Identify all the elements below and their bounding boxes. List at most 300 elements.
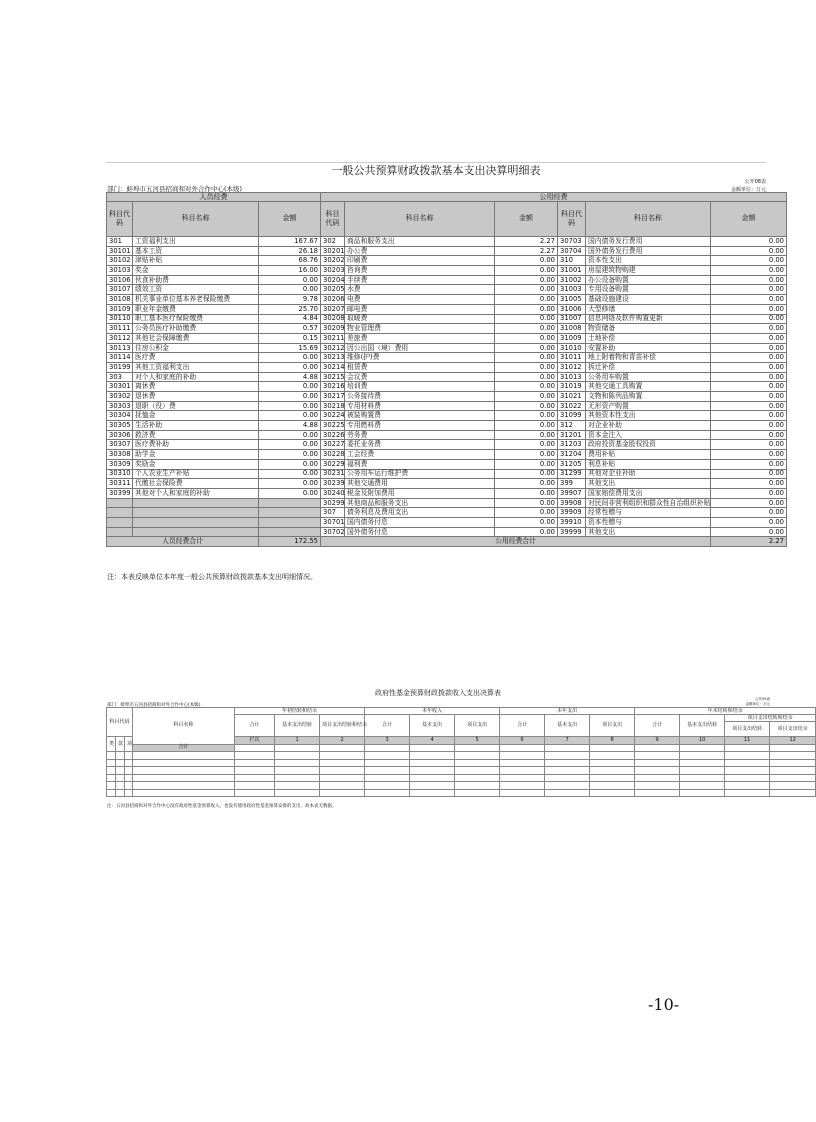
empty-cell: [320, 789, 365, 797]
cell-code: 31002: [558, 275, 586, 285]
cell-code: 30308: [107, 450, 133, 460]
cell-code: 31201: [558, 430, 586, 440]
empty-cell: [545, 782, 590, 790]
h-expense: 本年支出: [500, 708, 635, 715]
empty-cell: [500, 759, 545, 767]
cell-amount: 0.00: [495, 517, 558, 527]
cell-name: 公务接待费: [345, 392, 495, 402]
cell-amount: 0.00: [711, 343, 787, 353]
table-row: [107, 362, 787, 372]
group-personnel: 人员经费: [107, 193, 321, 202]
cell-code: 30112: [107, 333, 133, 343]
cell-name: 对企业补助: [586, 421, 711, 431]
cell-amount: 0.00: [259, 392, 321, 402]
table-row: [107, 246, 787, 256]
table-row: [107, 469, 787, 479]
cell-amount: 0.00: [495, 459, 558, 469]
cell-code: 30103: [107, 266, 133, 276]
table-row: [107, 353, 787, 363]
empty-cell: [545, 789, 590, 797]
cell-amount: 0.00: [259, 450, 321, 460]
cell-amount: 0.00: [711, 295, 787, 305]
cell-amount: 0.00: [495, 372, 558, 382]
cell-code: 301: [107, 237, 133, 247]
empty-cell: [125, 759, 133, 767]
empty-cell: [116, 774, 125, 782]
cell-name: 其他支出: [586, 527, 711, 537]
cell-name: 其他商品和服务支出: [345, 498, 495, 508]
h-end-basic: 基本支出结转: [680, 715, 725, 737]
empty-cell: [680, 774, 725, 782]
cell-code: 30202: [321, 256, 345, 266]
empty-cell: [635, 774, 680, 782]
cell-amount: 0.00: [495, 401, 558, 411]
row-seq: 栏次: [235, 737, 275, 745]
empty-cell: [500, 767, 545, 775]
cell-code: 30114: [107, 353, 133, 363]
cell-name: [133, 517, 259, 527]
empty-cell: [107, 782, 116, 790]
empty-cell: [590, 774, 635, 782]
cell-name: 伙食补助费: [133, 275, 259, 285]
cell-code: 31010: [558, 343, 586, 353]
cell-name: 救济费: [133, 430, 259, 440]
cell-code: 31003: [558, 285, 586, 295]
cell-name: 文物和陈列品购置: [586, 392, 711, 402]
total-personnel-label: 人员经费合计: [107, 537, 259, 547]
empty-cell: [275, 789, 320, 797]
empty-cell: [545, 774, 590, 782]
cell-name: 绩效工资: [133, 285, 259, 295]
empty-cell: [116, 752, 125, 760]
h-exp-project: 项目支出: [590, 715, 635, 737]
cell-amount: 0.00: [259, 469, 321, 479]
cell-code: 30206: [321, 295, 345, 305]
cell-name: 退职（役）费: [133, 401, 259, 411]
empty-cell: [590, 767, 635, 775]
header-amount: 金额: [711, 202, 787, 237]
cell-code: [107, 508, 133, 518]
empty-cell: [235, 759, 275, 767]
cell-name: 对个人和家庭的补助: [133, 372, 259, 382]
empty-cell: [133, 759, 235, 767]
h-income: 本年收入: [365, 708, 500, 715]
h-inc-total: 合计: [365, 715, 410, 737]
cell-code: 30299: [321, 498, 345, 508]
table-row: [107, 256, 787, 266]
col-xiang: 项: [125, 737, 133, 752]
cell-name: 资本性支出: [586, 256, 711, 266]
col-lei: 类: [107, 737, 116, 752]
cell-name: 专用设备购置: [586, 285, 711, 295]
cell-name: [133, 498, 259, 508]
h-end-project-carry: 项目支出结转: [725, 722, 770, 737]
cell-code: 31203: [558, 440, 586, 450]
cell-code: 30110: [107, 314, 133, 324]
cell-name: 其他资本性支出: [586, 411, 711, 421]
cell-name: 办公设备购置: [586, 275, 711, 285]
cell-name: [133, 508, 259, 518]
cell-amount: 0.00: [495, 488, 558, 498]
table-row: [107, 333, 787, 343]
cell-name: 取暖费: [345, 314, 495, 324]
empty-cell: [320, 752, 365, 760]
h-end-project-group: 项目支出结转和结余: [725, 715, 816, 722]
col-number: 1: [275, 737, 320, 745]
cell-name: 医疗费: [133, 353, 259, 363]
cell-code: 31299: [558, 469, 586, 479]
cell-amount: 0.00: [495, 266, 558, 276]
empty-cell: [133, 774, 235, 782]
empty-cell: [133, 789, 235, 797]
cell-name: 委托业务费: [345, 440, 495, 450]
table1-form-number: 公开08表: [744, 179, 766, 185]
empty-cell: [275, 767, 320, 775]
header-code: 科目代码: [558, 202, 586, 237]
cell-code: 31204: [558, 450, 586, 460]
cell-name: 被装购置费: [345, 411, 495, 421]
cell-amount: 0.00: [711, 498, 787, 508]
cell-amount: 4.88: [259, 421, 321, 431]
empty-cell: [725, 774, 770, 782]
cell-amount: 4.88: [259, 372, 321, 382]
empty-cell: [320, 744, 365, 752]
empty-cell: [107, 774, 116, 782]
cell-code: 30108: [107, 295, 133, 305]
cell-code: 30307: [107, 440, 133, 450]
cell-name: 抚恤金: [133, 411, 259, 421]
h-end-total: 合计: [635, 715, 680, 737]
cell-amount: 0.00: [495, 256, 558, 266]
cell-name: 债务利息及费用支出: [345, 508, 495, 518]
table2-title: 政府性基金预算财政拨款收入支出决算表: [375, 689, 501, 697]
empty-cell: [365, 759, 410, 767]
cell-code: 30399: [107, 488, 133, 498]
cell-code: 30213: [321, 353, 345, 363]
cell-code: 30216: [321, 382, 345, 392]
cell-code: 31005: [558, 295, 586, 305]
empty-cell: [410, 767, 455, 775]
h-exp-basic: 基本支出: [545, 715, 590, 737]
cell-amount: 0.00: [259, 285, 321, 295]
header-name: 科目名称: [133, 202, 259, 237]
cell-code: 307: [321, 508, 345, 518]
empty-cell: [235, 789, 275, 797]
empty-cell: [365, 767, 410, 775]
page-number: -10-: [648, 995, 680, 1014]
cell-amount: 0.00: [711, 362, 787, 372]
col-code: 科目代码: [107, 708, 133, 737]
empty-cell: [320, 759, 365, 767]
cell-name: 维修(护)费: [345, 353, 495, 363]
cell-name: 手续费: [345, 275, 495, 285]
cell-amount: 0.00: [711, 450, 787, 460]
empty-cell: [500, 752, 545, 760]
cell-name: 退休费: [133, 392, 259, 402]
header-amount: 金额: [259, 202, 321, 237]
cell-name: 安置补助: [586, 343, 711, 353]
empty-cell: [455, 774, 500, 782]
cell-name: 办公费: [345, 246, 495, 256]
empty-cell: [725, 789, 770, 797]
cell-amount: 4.84: [259, 314, 321, 324]
cell-code: 30211: [321, 333, 345, 343]
cell-amount: 0.00: [259, 275, 321, 285]
cell-code: 39909: [558, 508, 586, 518]
cell-amount: 0.00: [259, 440, 321, 450]
cell-code: 31012: [558, 362, 586, 372]
h-inc-basic: 基本支出: [410, 715, 455, 737]
cell-amount: 0.00: [711, 353, 787, 363]
cell-amount: 0.00: [711, 275, 787, 285]
table2-note: 注：五河县招商和对外合作中心没有政府性基金预算收入，也没有使用政府性基金预算安排的支出，故本表无数据。: [107, 804, 337, 809]
cell-code: 31013: [558, 372, 586, 382]
cell-amount: 0.00: [495, 392, 558, 402]
table-row: [107, 450, 787, 460]
cell-code: 30212: [321, 343, 345, 353]
table-row: [107, 314, 787, 324]
cell-amount: 0.00: [495, 324, 558, 334]
table-row: [107, 789, 816, 797]
cell-code: 30702: [321, 527, 345, 537]
cell-name: 因公出国（境）费用: [345, 343, 495, 353]
cell-code: 39910: [558, 517, 586, 527]
h-begin-total: 合计: [235, 715, 275, 737]
cell-name: 印刷费: [345, 256, 495, 266]
cell-amount: 0.00: [711, 459, 787, 469]
col-number: 9: [635, 737, 680, 745]
cell-name: 生活补助: [133, 421, 259, 431]
cell-name: 地上附着物和青苗补偿: [586, 353, 711, 363]
cell-amount: 0.00: [711, 488, 787, 498]
cell-amount: 0.00: [495, 353, 558, 363]
cell-code: 31021: [558, 392, 586, 402]
empty-cell: [125, 782, 133, 790]
cell-code: 30204: [321, 275, 345, 285]
cell-name: 大型修缮: [586, 304, 711, 314]
cell-amount: 0.00: [259, 362, 321, 372]
cell-name: 利息补贴: [586, 459, 711, 469]
cell-amount: 0.00: [711, 266, 787, 276]
col-number: 7: [545, 737, 590, 745]
total-public-amount: 2.27: [711, 537, 787, 547]
table-row: [107, 392, 787, 402]
empty-cell: [410, 759, 455, 767]
cell-name: 个人农业生产补贴: [133, 469, 259, 479]
empty-cell: [770, 752, 816, 760]
empty-cell: [590, 789, 635, 797]
cell-code: 31007: [558, 314, 586, 324]
empty-cell: [635, 744, 680, 752]
empty-cell: [133, 752, 235, 760]
cell-name: 物资储备: [586, 324, 711, 334]
cell-name: 咨询费: [345, 266, 495, 276]
cell-amount: 0.00: [711, 246, 787, 256]
empty-cell: [725, 782, 770, 790]
table-row: [107, 767, 816, 775]
cell-name: 水费: [345, 285, 495, 295]
table1-department: 部门：蚌埠市五河县招商和对外合作中心(本级): [107, 185, 243, 193]
cell-name: 公务用车购置: [586, 372, 711, 382]
cell-code: 39999: [558, 527, 586, 537]
cell-code: 30302: [107, 392, 133, 402]
table-row: [107, 488, 787, 498]
header-name: 科目名称: [345, 202, 495, 237]
cell-code: 303: [107, 372, 133, 382]
col-number: 10: [680, 737, 725, 745]
table-row: [107, 498, 787, 508]
cell-name: 国内债务付息: [345, 517, 495, 527]
empty-cell: [410, 789, 455, 797]
cell-amount: 0.00: [259, 459, 321, 469]
cell-code: 31009: [558, 333, 586, 343]
empty-cell: [500, 782, 545, 790]
cell-amount: [259, 527, 321, 537]
cell-amount: 0.00: [495, 285, 558, 295]
cell-amount: [259, 517, 321, 527]
col-number: 11: [725, 737, 770, 745]
table-row: [107, 782, 816, 790]
cell-amount: 0.00: [495, 430, 558, 440]
table-row: [107, 343, 787, 353]
government-fund-table: [106, 707, 816, 797]
cell-amount: 0.00: [711, 479, 787, 489]
cell-code: 30201: [321, 246, 345, 256]
cell-name: 医疗费补助: [133, 440, 259, 450]
cell-amount: 0.00: [711, 324, 787, 334]
cell-amount: 0.00: [711, 440, 787, 450]
empty-cell: [545, 767, 590, 775]
empty-cell: [235, 782, 275, 790]
table-row: [107, 266, 787, 276]
empty-cell: [365, 789, 410, 797]
cell-amount: 68.76: [259, 256, 321, 266]
cell-amount: 0.00: [495, 479, 558, 489]
empty-cell: [365, 782, 410, 790]
empty-cell: [125, 774, 133, 782]
cell-code: 31205: [558, 459, 586, 469]
cell-amount: 0.00: [711, 333, 787, 343]
empty-cell: [107, 789, 116, 797]
total-public-label: 公用经费合计: [321, 537, 711, 547]
empty-cell: [455, 789, 500, 797]
cell-name: 政府投资基金股权投资: [586, 440, 711, 450]
cell-name: 公务用车运行维护费: [345, 469, 495, 479]
cell-amount: 0.00: [711, 304, 787, 314]
cell-code: 30240: [321, 488, 345, 498]
cell-amount: 0.00: [711, 372, 787, 382]
cell-name: 其他对个人和家庭的补助: [133, 488, 259, 498]
cell-code: [107, 527, 133, 537]
empty-cell: [635, 759, 680, 767]
cell-name: 国家赔偿费用支出: [586, 488, 711, 498]
col-number: 12: [770, 737, 816, 745]
cell-name: 其他对企业补助: [586, 469, 711, 479]
cell-amount: 0.00: [711, 421, 787, 431]
cell-amount: 0.00: [495, 440, 558, 450]
cell-name: 经常性赠与: [586, 508, 711, 518]
cell-name: 工资福利支出: [133, 237, 259, 247]
empty-cell: [590, 759, 635, 767]
cell-amount: 0.00: [495, 527, 558, 537]
basic-expenditure-table: [106, 192, 787, 547]
cell-name: 离休费: [133, 382, 259, 392]
cell-name: 专用材料费: [345, 401, 495, 411]
empty-cell: [680, 782, 725, 790]
h-begin: 年初结转和结余: [235, 708, 365, 715]
cell-amount: 25.70: [259, 304, 321, 314]
cell-code: 312: [558, 421, 586, 431]
cell-amount: 0.00: [711, 527, 787, 537]
cell-amount: [259, 498, 321, 508]
table2-department: 部门：蚌埠市五河县招商和对外合作中心(本级): [107, 703, 201, 708]
cell-code: 30227: [321, 440, 345, 450]
cell-name: 代缴社会保险费: [133, 479, 259, 489]
cell-amount: 0.00: [711, 411, 787, 421]
cell-amount: 0.00: [495, 508, 558, 518]
cell-amount: 0.00: [259, 401, 321, 411]
table-row: [107, 479, 787, 489]
cell-name: 公务员医疗补助缴费: [133, 324, 259, 334]
cell-amount: 0.15: [259, 333, 321, 343]
cell-amount: 0.57: [259, 324, 321, 334]
empty-cell: [770, 744, 816, 752]
cell-code: 30214: [321, 362, 345, 372]
cell-amount: 0.00: [495, 314, 558, 324]
empty-cell: [455, 782, 500, 790]
cell-amount: 0.00: [259, 479, 321, 489]
empty-cell: [455, 759, 500, 767]
cell-amount: 0.00: [711, 401, 787, 411]
total-personnel-amount: 172.55: [259, 537, 321, 547]
cell-name: 土地补偿: [586, 333, 711, 343]
col-number: 5: [455, 737, 500, 745]
cell-code: 30102: [107, 256, 133, 266]
empty-cell: [365, 774, 410, 782]
table-row: [107, 440, 787, 450]
cell-name: 资本金注入: [586, 430, 711, 440]
cell-code: 310: [558, 256, 586, 266]
cell-code: 39908: [558, 498, 586, 508]
cell-amount: 26.18: [259, 246, 321, 256]
cell-amount: 0.00: [711, 237, 787, 247]
empty-cell: [107, 759, 116, 767]
cell-amount: 0.00: [495, 295, 558, 305]
cell-amount: 0.00: [495, 275, 558, 285]
cell-amount: 0.00: [495, 362, 558, 372]
table-row: [107, 285, 787, 295]
empty-cell: [770, 782, 816, 790]
cell-name: 国内债务发行费用: [586, 237, 711, 247]
empty-cell: [725, 767, 770, 775]
empty-cell: [275, 752, 320, 760]
cell-code: 30306: [107, 430, 133, 440]
cell-name: 机关事业单位基本养老保险缴费: [133, 295, 259, 305]
cell-name: 津贴补贴: [133, 256, 259, 266]
empty-cell: [680, 789, 725, 797]
cell-amount: 0.00: [259, 411, 321, 421]
cell-name: 费用补贴: [586, 450, 711, 460]
cell-amount: 0.00: [495, 343, 558, 353]
cell-code: 30303: [107, 401, 133, 411]
cell-code: 399: [558, 479, 586, 489]
table-row: [107, 752, 816, 760]
cell-name: 国外债务付息: [345, 527, 495, 537]
col-number: 8: [590, 737, 635, 745]
cell-amount: 0.00: [495, 382, 558, 392]
empty-cell: [410, 774, 455, 782]
cell-name: 拆迁补偿: [586, 362, 711, 372]
